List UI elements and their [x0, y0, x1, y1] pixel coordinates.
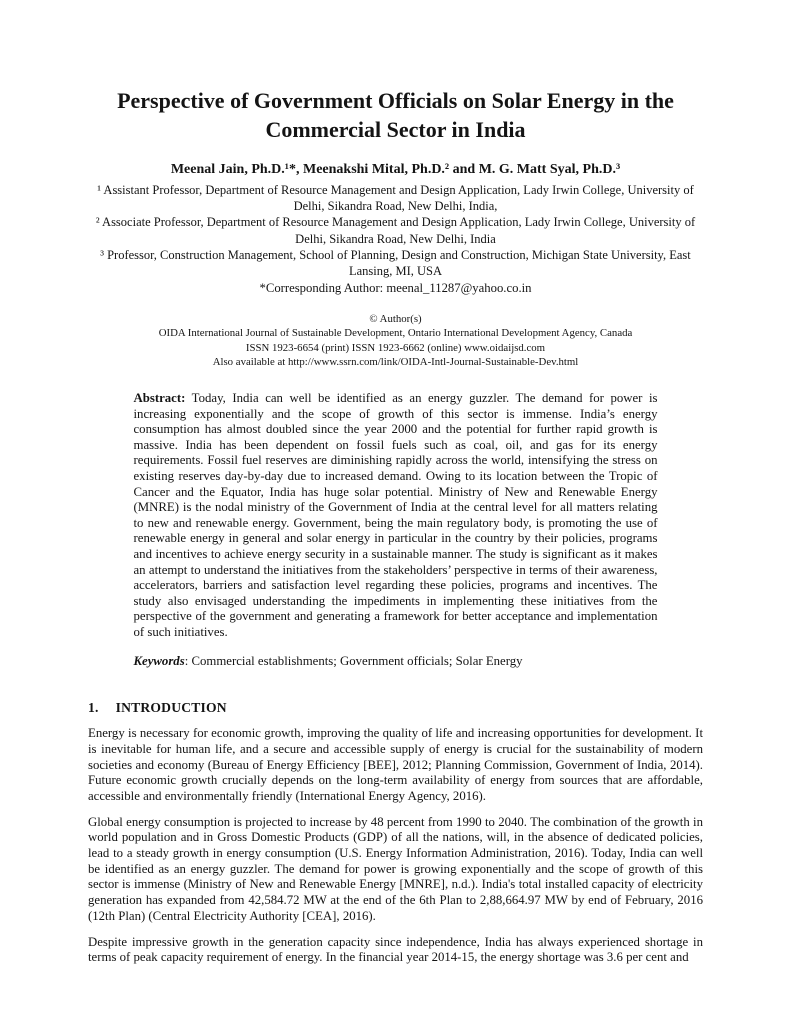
availability-line: Also available at http://www.ssrn.com/link/OIDA-Intl-Journal-Sustainable-Dev.html: [212, 355, 579, 368]
keywords-line: [134, 654, 658, 670]
publisher-block: [88, 312, 703, 369]
body-paragraph-1: Energy is necessary for economic growth, improving the quality of life and increasing opportunities for development. It is inevitable for human life, and a secure and accessible supply of energy is crucial for the sustainability of modern societies and economy (Bureau of Energy Efficiency [BEE], 2012; Planning Commission, Government of India, 2014). Future economic growth crucially depends on the long-term availability of energy from sources that are affordable, accessible and environmentally friendly (International Energy Agency, 2016).: [88, 726, 703, 803]
journal-line: OIDA International Journal of Sustainable Development, Ontario International Development Agency, Canada: [158, 327, 633, 340]
section-number: 1.: [88, 700, 99, 716]
paper-title: Perspective of Government Officials on Solar Energy in the Commercial Sector in India: [117, 88, 674, 142]
affiliation-3: ³ Professor, Construction Management, School of Planning, Design and Construction, Michigan State University, East Lansing, MI, USA: [100, 247, 691, 279]
affiliation-1: ¹ Assistant Professor, Department of Resource Management and Design Application, Lady Irwin College, University of Delhi, Sikandra Road, New Delhi, India,: [97, 183, 694, 214]
abstract-section: [88, 391, 703, 669]
abstract-paragraph: [134, 391, 658, 641]
section-heading: [88, 699, 703, 716]
paper-header: [88, 86, 703, 369]
body-paragraph-3: Despite impressive growth in the generation capacity since independence, India has always experienced shortage in terms of peak capacity requirement of energy. In the financial year 2014-15, the energy shortage was 3.6 per cent and: [88, 934, 703, 965]
keywords-body-text: : Commercial establishments; Government officials; Solar Energy: [184, 653, 523, 668]
copyright-line: © Author(s): [369, 313, 422, 326]
section-title: INTRODUCTION: [115, 700, 227, 716]
issn-line: ISSN 1923-6654 (print) ISSN 1923-6662 (online) www.oidaijsd.com: [245, 341, 546, 354]
corresponding-author-line: *Corresponding Author: meenal_11287@yahoo.co.in: [259, 281, 532, 296]
introduction-section: [88, 699, 703, 966]
abstract-body-text: Today, India can well be identified as an energy guzzler. The demand for power is increasing exponentially and the scope of growth of this sector is immense. India’s energy consumption has almost doubled since the year 2000 and the potential for further rapid growth is massive. India has been dependent on fossil fuels such as coal, oil, and gas for its energy requirements. Fossil fuel reserves are diminishing rapidly across the world, intensifying the stress on existing reserves day-by-day due to increased demand. Owing to its location between the Tropic of Cancer and the Equator, India has huge solar potential. Ministry of New and Renewable Energy (MNRE) is the nodal ministry of the Government of India at the central level for all matters relating to new and renewable energy. Government, being the main regulatory body, is promoting the use of renewable energy in general and solar energy in particular in the country by their policies, programs and incentives to achieve energy security in a sustainable manner. The study is significant as it makes an attempt to understand the initiatives from the stakeholders’ perspective in terms of their awareness, accelerators, barriers and satisfaction level regarding these policies, programs and incentives. The study also envisaged understanding the impediments in implementing these initiatives from the perspective of the government and generating a framework for better acceptance and implementation of such initiatives.: [133, 391, 658, 639]
affiliations-block: [88, 182, 703, 279]
keywords-label: Keywords: [133, 653, 185, 668]
body-paragraph-2: Global energy consumption is projected to increase by 48 percent from 1990 to 2040. The combination of the growth in world population and in Gross Domestic Products (GDP) of all the nations, will, in the absence of dedicated policies, lead to a steady growth in energy consumption (U.S. Energy Information Administration, 2016). Today, India can well be identified as an energy guzzler. The demand for power is growing exponentially and the scope of growth of this sector is immense (Ministry of New and Renewable Energy [MNRE], n.d.). India's total installed capacity of electricity generation has expanded from 42,584.72 MW at the end of the 6th Plan to 2,88,664.97 MW by end of February, 2016 (12th Plan) (Central Electricity Authority [CEA], 2016).: [88, 814, 703, 923]
authors-line: Meenal Jain, Ph.D.¹*, Meenakshi Mital, Ph.D.² and M. G. Matt Syal, Ph.D.³: [170, 162, 621, 177]
affiliation-2: ² Associate Professor, Department of Resource Management and Design Application, Lady Irwin College, University of Delhi, Sikandra Road, New Delhi, India: [95, 215, 696, 246]
abstract-label: Abstract:: [133, 391, 186, 406]
